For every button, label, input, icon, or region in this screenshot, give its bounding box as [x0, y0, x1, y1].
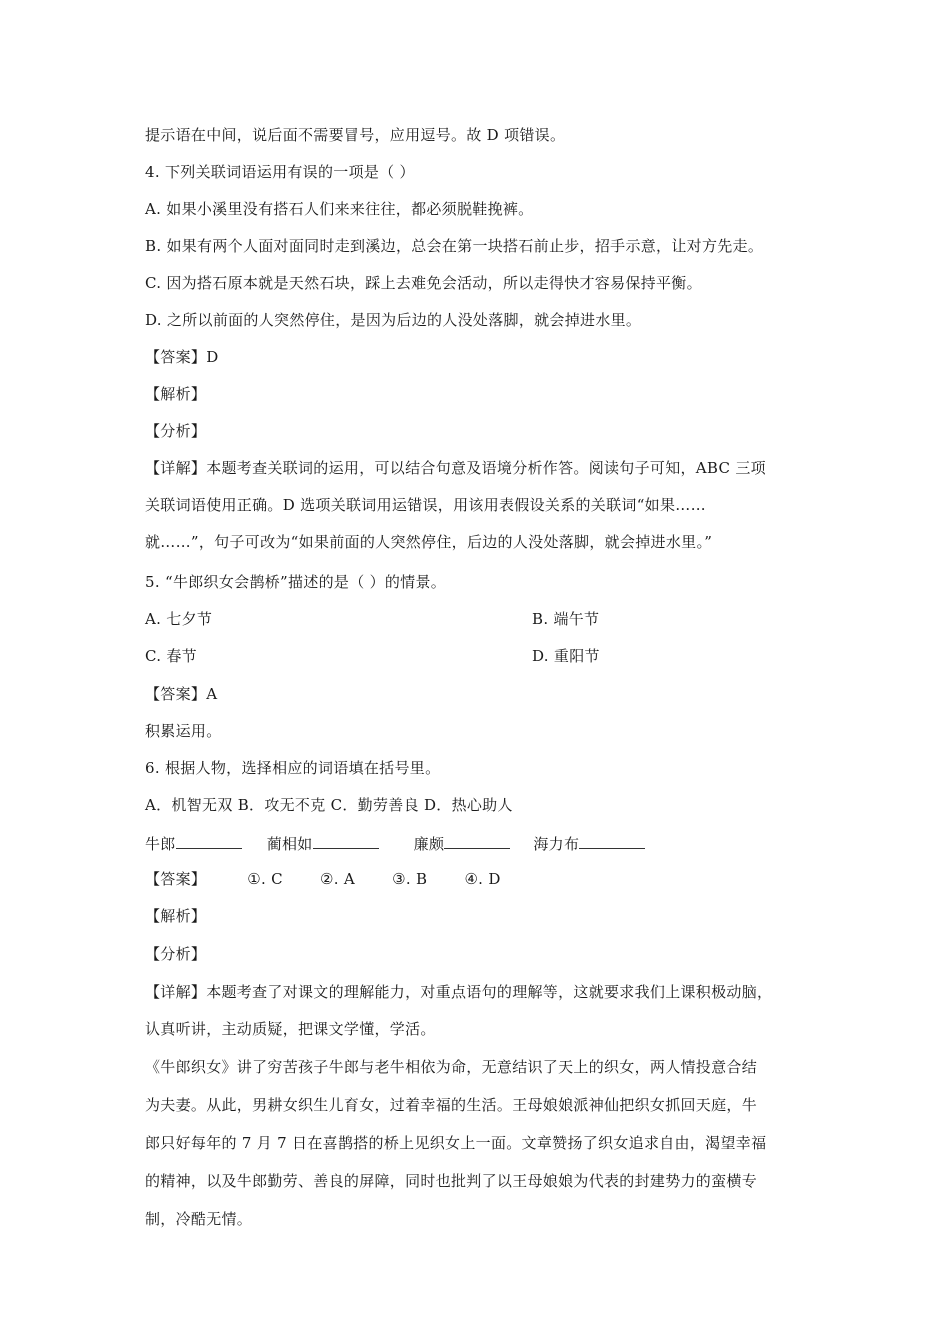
answer-label: 【答案】D: [145, 348, 219, 366]
text-line: 积累运用。: [145, 722, 222, 740]
option-row: [145, 646, 600, 666]
explanation-text: 【详解】本题考查了对课文的理解能力，对重点语句的理解等，这就要求我们上课积极动脑，: [145, 983, 773, 1001]
option-d: D. 之所以前面的人突然停住，是因为后边的人没处落脚，就会掉进水里。: [145, 311, 642, 329]
blank-line: [579, 832, 645, 849]
blank-line: [313, 832, 379, 849]
question-6: 6. 根据人物，选择相应的词语填在括号里。: [145, 759, 441, 777]
explanation-text: 《牛郎织女》讲了穷苦孩子牛郎与老牛相依为命，无意结识了天上的织女，两人情投意合结: [145, 1058, 758, 1076]
option-d: D. 重阳节: [532, 647, 600, 665]
answer-row: [145, 869, 501, 889]
explanation-text: 【详解】本题考查关联词的运用，可以结合句意及语境分析作答。阅读句子可知，ABC 三项: [145, 459, 766, 477]
analysis-sub-label: 【分析】: [145, 945, 207, 963]
answer-label: 【答案】A: [145, 685, 218, 703]
fill-blank-row: [145, 832, 645, 854]
explanation-text: 的精神，以及牛郎勤劳、善良的屏障，同时也批判了以王母娘娘为代表的封建势力的蛮横专: [145, 1172, 758, 1190]
explanation-text: 就……”，句子可改为“如果前面的人突然停住，后边的人没处落脚，就会掉进水里。”: [145, 533, 713, 551]
answer-option: ③. B: [392, 870, 428, 888]
option-c: C. 因为搭石原本就是天然石块，踩上去难免会活动，所以走得快才容易保持平衡。: [145, 274, 702, 292]
analysis-sub-label: 【分析】: [145, 422, 207, 440]
fill-item: 海力布: [533, 835, 580, 853]
blank-line: [444, 832, 510, 849]
answer-option: ④. D: [464, 870, 501, 888]
option-c: C. 春节: [145, 647, 197, 665]
option-row: [145, 609, 600, 629]
explanation-text: 关联词语使用正确。D 选项关联词用运错误，用该用表假设关系的关联词“如果……: [145, 496, 706, 514]
explanation-text: 认真听讲，主动质疑，把课文学懂，学活。: [145, 1020, 436, 1038]
option-a: A. 如果小溪里没有搭石人们来来往往，都必须脱鞋挽裤。: [145, 200, 534, 218]
answer-label: 【答案】: [145, 870, 207, 888]
fill-item: 牛郎: [145, 835, 176, 853]
question-5: 5. “牛郎织女会鹊桥”描述的是（ ）的情景。: [145, 573, 447, 591]
explanation-text: 为夫妻。从此，男耕女织生儿育女，过着幸福的生活。王母娘娘派神仙把织女抓回天庭，牛: [145, 1096, 758, 1114]
text-line: 提示语在中间，说后面不需要冒号，应用逗号。故 D 项错误。: [145, 126, 566, 144]
blank-line: [176, 832, 242, 849]
question-4: 4. 下列关联词语运用有误的一项是（ ）: [145, 163, 415, 181]
option-b: B. 端午节: [532, 610, 600, 628]
fill-item: 蔺相如: [266, 835, 313, 853]
explanation-text: 郎只好每年的 7 月 7 日在喜鹊搭的桥上见织女上一面。文章赞扬了织女追求自由，渴望幸福: [145, 1134, 767, 1152]
option-b: B. 如果有两个人面对面同时走到溪边，总会在第一块搭石前止步，招手示意，让对方先走。: [145, 237, 764, 255]
explanation-text: 制，冷酷无情。: [145, 1210, 253, 1228]
answer-option: ②. A: [320, 870, 356, 888]
fill-item: 廉颇: [413, 835, 445, 853]
word-options: A．机智无双 B．攻无不克 C．勤劳善良 D．热心助人: [145, 796, 513, 814]
option-a: A. 七夕节: [145, 610, 213, 628]
analysis-label: 【解析】: [145, 907, 207, 925]
answer-option: ①. C: [247, 870, 283, 888]
analysis-label: 【解析】: [145, 385, 207, 403]
